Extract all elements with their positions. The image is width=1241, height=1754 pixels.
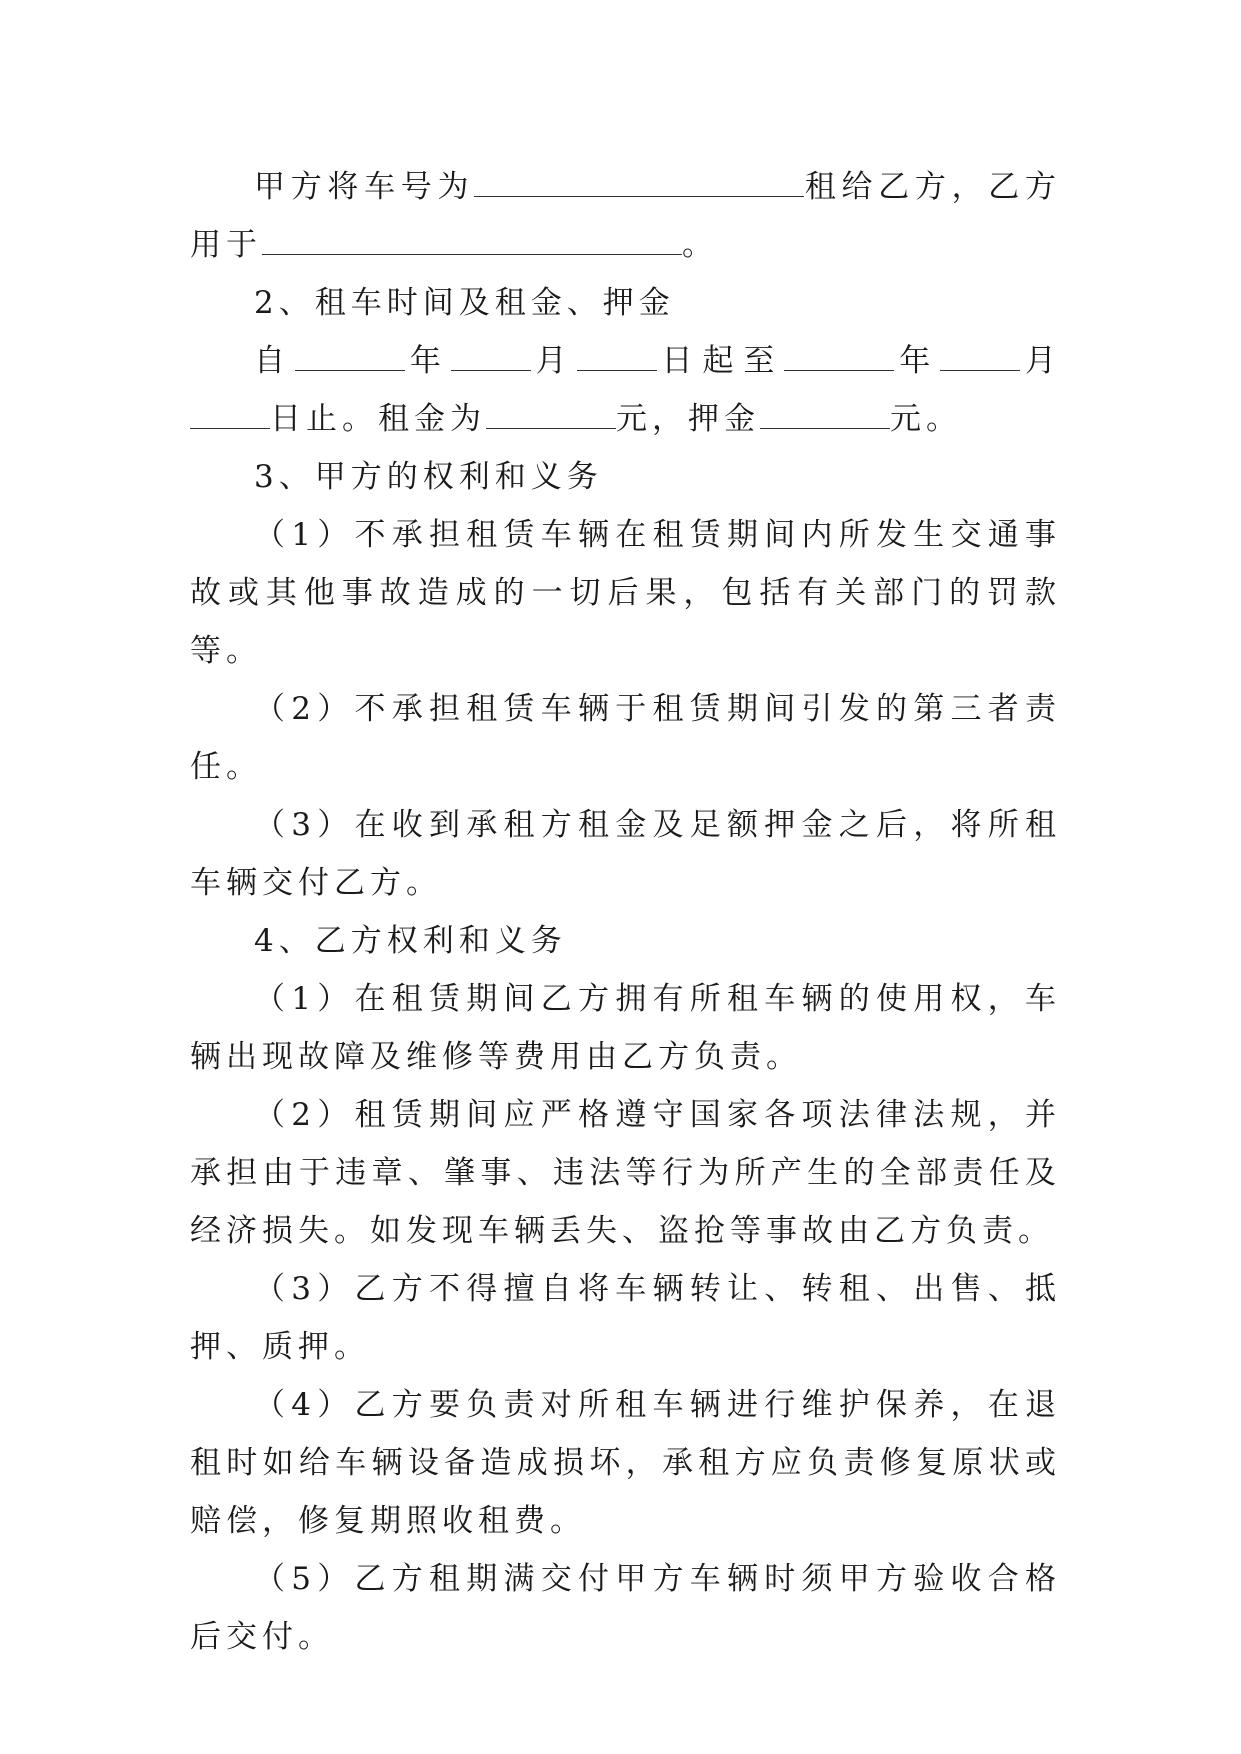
text-segment: 月 — [1020, 343, 1062, 379]
section-heading-2: 2、租车时间及租金、押金 — [254, 285, 675, 321]
party-b-item-1: （1）在租赁期间乙方拥有所租车辆的使用权，车辆出现故障及维修等费用由乙方负责。 — [190, 981, 1061, 1075]
text-segment: 年 — [404, 343, 451, 379]
end-month-blank[interactable] — [940, 346, 1020, 371]
text-segment: 日止。租金为 — [270, 401, 486, 437]
text-segment: 。 — [682, 227, 718, 263]
end-year-blank[interactable] — [784, 346, 894, 371]
usage-blank[interactable] — [262, 230, 682, 255]
deposit-amount-blank[interactable] — [760, 404, 890, 429]
vehicle-paragraph — [190, 158, 1061, 274]
party-b-item-2: （2）租赁期间应严格遵守国家各项法律法规，并承担由于违章、肇事、违法等行为所产生的全部责任及经济损失。如发现车辆丢失、盗抢等事故由乙方负责。 — [190, 1097, 1061, 1249]
rental-period-paragraph — [190, 332, 1061, 448]
party-a-item-3: （3）在收到承租方租金及足额押金之后，将所租车辆交付乙方。 — [190, 807, 1061, 901]
party-b-item-3: （3）乙方不得擅自将车辆转让、转租、出售、抵押、质押。 — [190, 1271, 1061, 1365]
section-heading-3: 3、甲方的权利和义务 — [254, 459, 603, 495]
text-segment: 租给乙方，乙方用于 — [190, 169, 1062, 263]
text-segment: 自 — [254, 343, 295, 379]
text-segment: 甲方将车号为 — [254, 169, 475, 205]
text-segment: 月 — [530, 343, 577, 379]
start-year-blank[interactable] — [295, 346, 405, 371]
party-b-item-4: （4）乙方要负责对所租车辆进行维护保养，在退租时如给车辆设备造成损坏，承租方应负责修复原状或赔偿，修复期照收租费。 — [190, 1387, 1061, 1539]
text-segment: 元。 — [890, 401, 962, 437]
section-heading-4: 4、乙方权利和义务 — [254, 923, 567, 959]
party-b-item-5: （5）乙方租期满交付甲方车辆时须甲方验收合格后交付。 — [190, 1561, 1061, 1655]
text-segment: 日起至 — [656, 343, 785, 379]
text-segment: 元，押金 — [616, 401, 760, 437]
end-day-blank[interactable] — [190, 404, 270, 429]
text-segment: 年 — [894, 343, 941, 379]
start-month-blank[interactable] — [451, 346, 531, 371]
plate-number-blank[interactable] — [474, 172, 804, 197]
start-day-blank[interactable] — [577, 346, 657, 371]
party-a-item-2: （2）不承担租赁车辆于租赁期间引发的第三者责任。 — [190, 691, 1061, 785]
party-a-item-1: （1）不承担租赁车辆在租赁期间内所发生交通事故或其他事故造成的一切后果，包括有关部门的罚款等。 — [190, 517, 1061, 669]
rent-amount-blank[interactable] — [486, 404, 616, 429]
